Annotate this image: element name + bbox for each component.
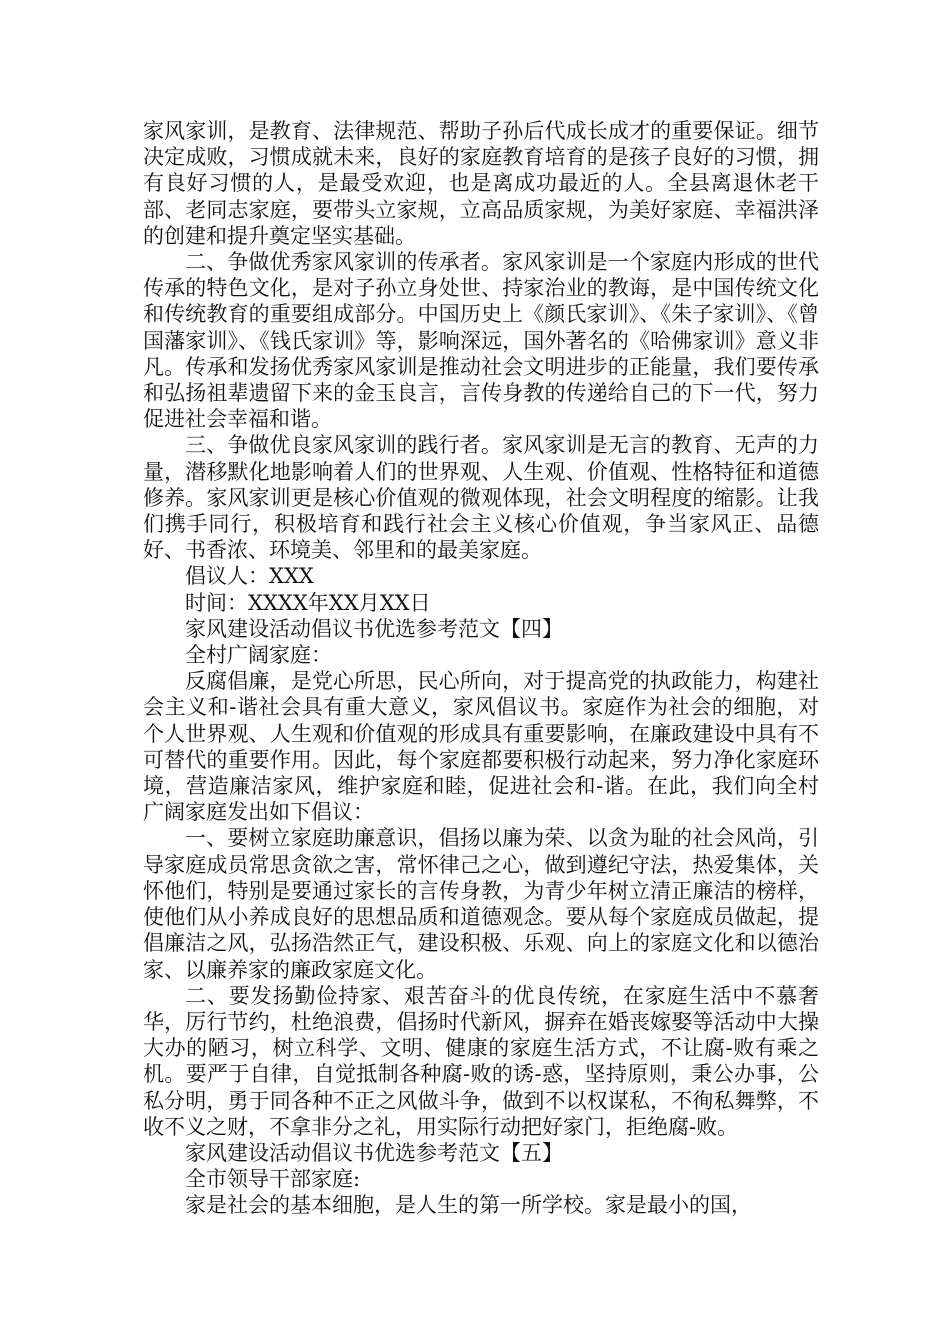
paragraph-point-one: 一、要树立家庭助廉意识，倡扬以廉为荣、以贪为耻的社会风尚，引导家庭成员常思贪欲之害，常怀律己之心，做到遵纪守法，热爱集体，关怀他们，特别是要通过家长的言传身教，为青少年树立清正廉洁的榜样，使他们从小养成良好的思想品质和道德观念。要从每个家庭成员做起，提倡廉洁之风，弘扬浩然正气，建设积极、乐观、向上的家庭文化和以德治家、以廉养家的廉政家庭文化。 (143, 826, 819, 982)
paragraph-point-two: 二、要发扬勤俭持家、艰苦奋斗的优良传统，在家庭生活中不慕奢华，厉行节约，杜绝浪费，倡扬时代新风，摒弃在婚丧嫁娶等活动中大操大办的陋习，树立科学、文明、健康的家庭生活方式，不让腐-败有乘之机。要严于自律，自觉抵制各种腐-败的诱-惑，坚持原则，秉公办事，公私分明，勇于同各种不正之风做斗争，做到不以权谋私，不徇私舞弊，不收不义之财，不拿非分之礼，用实际行动把好家门，拒绝腐-败。 (143, 983, 819, 1139)
section-heading-five: 家风建设活动倡议书优选参考范文【五】 (185, 1140, 563, 1165)
document-body (143, 118, 819, 1219)
paragraph-practice: 三、争做优良家风家训的践行者。家风家训是无言的教育、无声的力量，潜移默化地影响着人们的世界观、人生观、价值观、性格特征和道德修养。家风家训更是核心价值观的微观体现，社会文明程度的缩影。让我们携手同行，积极培育和践行社会主义核心价值观，争当家风正、品德好、书香浓、环境美、邻里和的最美家庭。 (143, 433, 819, 563)
salutation-city: 全市领导干部家庭: (185, 1167, 361, 1192)
paragraph-anticorruption: 反腐倡廉，是党心所思，民心所向，对于提高党的执政能力，构建社会主义和-谐社会具有重大意义，家风倡议书。家庭作为社会的细胞，对个人世界观、人生观和价值观的形成具有重要影响，在廉政建设中具有不可替代的重要作用。因此，每个家庭都要积极行动起来，努力净化家庭环境，营造廉洁家风，维护家庭和睦，促进社会和-谐。在此，我们向全村广阔家庭发出如下倡议： (143, 669, 819, 825)
salutation-village: 全村广阔家庭： (185, 643, 332, 668)
signature-line: 倡议人：XXX (185, 564, 314, 589)
paragraph-inherit: 二、争做优秀家风家训的传承者。家风家训是一个家庭内形成的世代传承的特色文化，是对子孙立身处世、持家治业的教诲，是中国传统文化和传统教育的重要组成部分。中国历史上《颜氏家训》、《朱子家训》、《曾国藩家训》、《钱氏家训》等，影响深远，国外著名的《哈佛家训》意义非凡。传承和发扬优秀家风家训是推动社会文明进步的正能量，我们要传承和弘扬祖辈遗留下来的金玉良言，言传身教的传递给自己的下一代，努力促进社会幸福和谐。 (143, 250, 819, 432)
paragraph-intro: 家风家训，是教育、法律规范、帮助子孙后代成长成才的重要保证。细节决定成败，习惯成就未来，良好的家庭教育培育的是孩子良好的习惯，拥有良好习惯的人，是最受欢迎，也是离成功最近的人。全县离退休老干部、老同志家庭，要带头立家规，立高品质家规，为美好家庭、幸福洪泽的创建和提升奠定坚实基础。 (143, 119, 819, 248)
paragraph-family: 家是社会的基本细胞，是人生的第一所学校。家是最小的国， (185, 1193, 752, 1218)
section-heading-four: 家风建设活动倡议书优选参考范文【四】 (185, 616, 563, 641)
date-line: 时间：XXXX年XX月XX日 (185, 590, 431, 615)
